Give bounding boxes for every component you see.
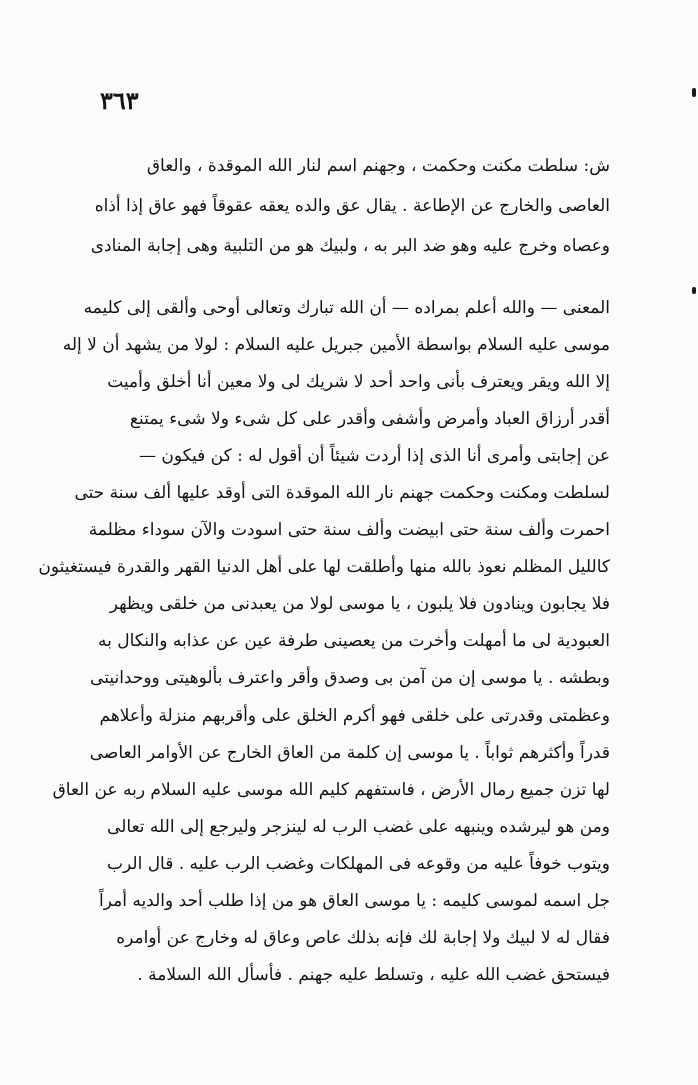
page-edge-mark [692,88,696,97]
text-line: قدراً وأكثرهم ثواباً . يا موسى إن كلمة من العاق الخارج عن الأوامر العاصى [89,742,610,763]
page-edge-mark [692,287,696,294]
text-line: العبودية لى ما أمهلت وأخرت من يعصينى طرفة عين عن عذابه والنكال به [98,631,610,652]
text-line: وعظمتى وقدرتى على خلقى فهو أكرم الخلق على وأقربهم منزلة وأعلاهم [99,705,610,726]
text-line: فلا يجابون وينادون فلا يلبون ، يا موسى لولا من يعبدنى من خلقى ويظهر [109,594,610,615]
text-line: وعصاه وخرج عليه وهو ضد البر به ، ولبيك هو من التلبية وهى إجابة المنادى [90,236,610,256]
commentary-paragraph [90,146,610,266]
text-line: فقال له لا لبيك ولا إجابة لك فإنه بذلك عاص وعاق له وخارج عن أوامره [116,927,610,948]
text-line: وبطشه . يا موسى إن من آمن بى وصدق وأقر واعترف بألوهيتى ووحدانيتى [90,668,610,689]
text-line: ويتوب خوفاً عليه من وقوعه فى المهلكات وغضب الرب عليه . قال الرب [107,853,610,874]
text-line: العاصى والخارج عن الإطاعة . يقال عق والده يعقه عقوقاً فهو عاق إذا أذاه [94,196,610,216]
page-number: ٣٦٣ [100,86,139,115]
text-line: جل اسمه لموسى كليمه : يا موسى العاق هو من إذا طلب أحد والديه أمراً [99,890,610,911]
text-line: المعنى — والله أعلم بمراده — أن الله تبارك وتعالى أوحى وألقى إلى كليمه [83,298,610,318]
text-line: عن إجابتى وأمرى أنا الذى إذا أردت شيئاً أن أقول له : كن فيكون — [138,446,610,467]
text-line: لها تزن جميع رمال الأرض ، فاستفهم كليم الله موسى عليه السلام ربه عن العاق [52,779,610,800]
text-line: لسلطت ومكنت وحكمت جهنم نار الله الموقدة التى أوقد عليها ألف سنة حتى [74,483,610,504]
text-line: إلا الله ويقر ويعترف بأنى واحد أحد لا شريك لى ولا معين أنا أخلق وأميت [107,372,610,393]
text-line: ش: سلطت مكنت وحكمت ، وجهنم اسم لنار الله الموقدة ، والعاق [146,156,610,176]
meaning-paragraph [38,290,610,994]
text-line: ومن هو ليرشده وينبهه على غضب الرب له لينزجر وليرجع إلى الله تعالى [107,816,610,837]
text-line: احمرت وألف سنة حتى ابيضت وألف سنة حتى اسودت والآن سوداء مظلمة [88,520,610,541]
text-line: كالليل المظلم نعوذ بالله منها وأطلقت لها على أهل الدنيا القهر والقدرة فيستغيثون [38,557,610,578]
text-line: أقدر أرزاق العباد وأمرض وأشفى وأقدر على كل شىء ولا شىء يمتنع [129,409,610,430]
text-line: موسى عليه السلام بواسطة الأمين جبريل عليه السلام : لولا من يشهد أن لا إله [62,335,610,356]
text-line: فيستحق غضب الله عليه ، وتسلط عليه جهنم . فأسأل الله السلامة . [137,964,610,985]
